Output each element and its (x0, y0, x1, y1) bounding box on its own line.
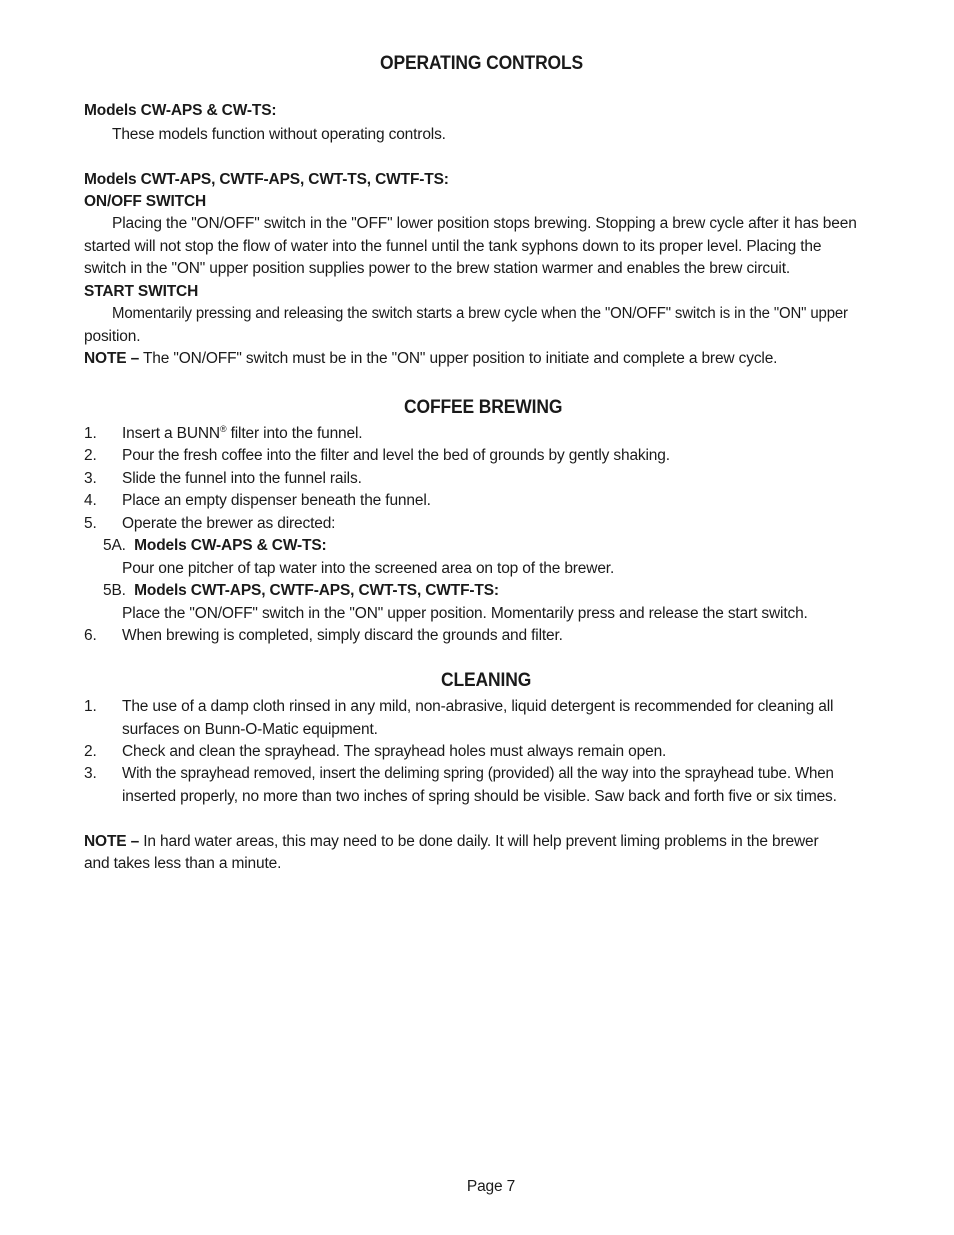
cleaning-title: CLEANING (440, 670, 532, 691)
operating-note (84, 348, 777, 371)
cleaning-note (84, 831, 818, 854)
brew-substep-a (103, 535, 327, 558)
substep-heading: Models CW-APS & CW-TS: (134, 537, 327, 554)
cwt-models-heading: Models CWT-APS, CWTF-APS, CWT-TS, CWTF-TS: (84, 171, 449, 188)
brew-step-number: 5. (84, 515, 97, 532)
brew-step-number: 2. (84, 447, 97, 464)
substep-label: 5A. (103, 537, 126, 554)
onoff-line-2: started will not stop the flow of water into the funnel until the tank syphons down to its proper level. Placing the (84, 238, 822, 255)
brew-step-text: Operate the brewer as directed: (122, 515, 336, 532)
brew-step-text: Place an empty dispenser beneath the funnel. (122, 492, 431, 509)
start-line-1: Momentarily pressing and releasing the switch starts a brew cycle when the "ON/OFF" switch is in the "ON" upper (112, 305, 848, 322)
substep-heading: Models CWT-APS, CWTF-APS, CWT-TS, CWTF-TS: (134, 582, 499, 599)
brew-step-number: 6. (84, 627, 97, 644)
note-label: NOTE – (84, 350, 140, 367)
brew-step-number: 1. (84, 425, 97, 442)
coffee-brewing-title: COFFEE BREWING (403, 397, 563, 418)
registered-mark: ® (219, 424, 227, 434)
cleaning-step-line: inserted properly, no more than two inches of spring should be visible. Saw back and forth five or six times. (122, 788, 837, 805)
brew-substep-a-text: Pour one pitcher of tap water into the screened area on top of the brewer. (122, 560, 615, 577)
start-line-2: position. (84, 328, 141, 345)
cleaning-step-line: The use of a damp cloth rinsed in any mild, non-abrasive, liquid detergent is recommended for cleaning all (122, 698, 834, 715)
note-text: The "ON/OFF" switch must be in the "ON" upper position to initiate and complete a brew cycle. (139, 350, 778, 367)
cleaning-step-number: 1. (84, 698, 97, 715)
brew-step-text: Insert a BUNN® filter into the funnel. (122, 424, 363, 442)
onoff-line-3: switch in the "ON" upper position supplies power to the brew station warmer and enables the brew circuit. (84, 260, 791, 277)
onoff-line-1: Placing the "ON/OFF" switch in the "OFF" lower position stops brewing. Stopping a brew cycle after it has been (112, 215, 857, 232)
cleaning-step-number: 3. (84, 765, 97, 782)
note-text: In hard water areas, this may need to be done daily. It will help prevent liming problems in the brewer (139, 833, 819, 850)
page-number: Page 7 (466, 1178, 516, 1195)
brew-step-number: 4. (84, 492, 97, 509)
onoff-switch-heading: ON/OFF SWITCH (84, 193, 207, 210)
brew-step-text: When brewing is completed, simply discard the grounds and filter. (122, 627, 563, 644)
cleaning-step-line: With the sprayhead removed, insert the deliming spring (provided) all the way into the sprayhead tube. When (122, 765, 834, 782)
cleaning-note-line-2: and takes less than a minute. (84, 855, 282, 872)
brew-substep-b (103, 580, 499, 603)
operating-controls-title: OPERATING CONTROLS (379, 53, 583, 74)
cleaning-step-line: surfaces on Bunn-O-Matic equipment. (122, 721, 378, 738)
cw-models-text: These models function without operating controls. (112, 126, 446, 143)
cleaning-step-line: Check and clean the sprayhead. The sprayhead holes must always remain open. (122, 743, 667, 760)
brew-step-text: Slide the funnel into the funnel rails. (122, 470, 362, 487)
brew-step-number: 3. (84, 470, 97, 487)
brew-substep-b-text: Place the "ON/OFF" switch in the "ON" upper position. Momentarily press and release the start switch. (122, 605, 808, 622)
brew-step-text: Pour the fresh coffee into the filter and level the bed of grounds by gently shaking. (122, 447, 670, 464)
cw-models-heading: Models CW-APS & CW-TS: (84, 102, 277, 119)
note-label: NOTE – (84, 833, 140, 850)
start-switch-heading: START SWITCH (84, 283, 199, 300)
cleaning-step-number: 2. (84, 743, 97, 760)
substep-label: 5B. (103, 582, 126, 599)
